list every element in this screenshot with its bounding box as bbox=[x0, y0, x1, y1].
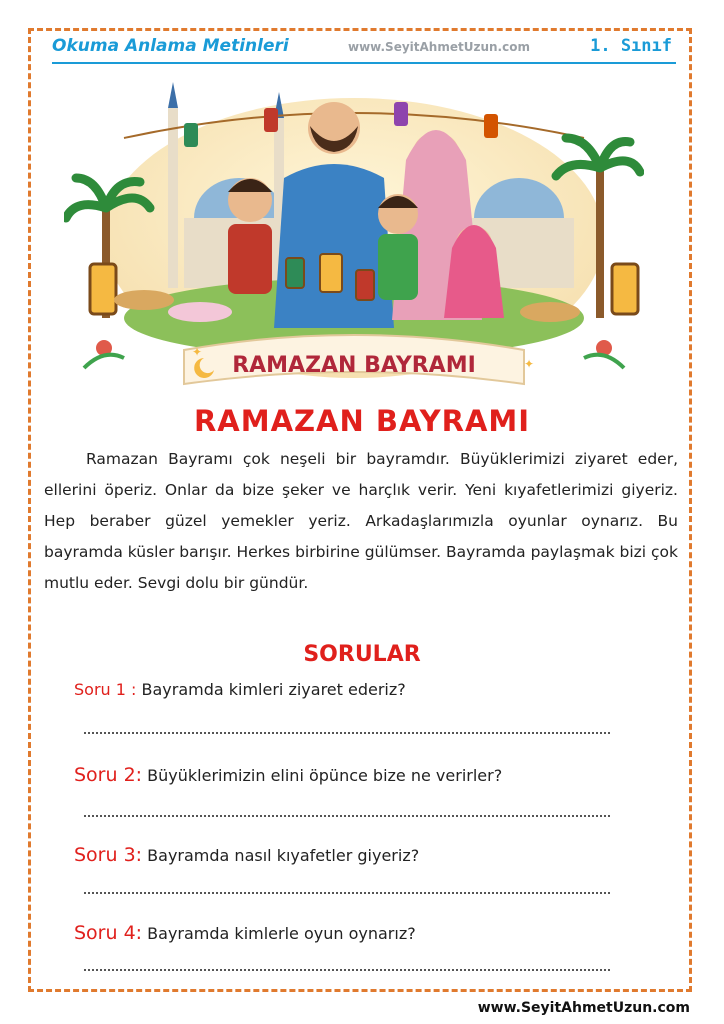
banner-text: RAMAZAN BAYRAMI bbox=[232, 353, 476, 378]
answer-line-1[interactable] bbox=[84, 732, 610, 734]
header-website: www.SeyitAhmetUzun.com bbox=[348, 40, 530, 54]
questions-title: SORULAR bbox=[303, 642, 421, 667]
footer-website: www.SeyitAhmetUzun.com bbox=[477, 1000, 690, 1016]
header-series-title: Okuma Anlama Metinleri bbox=[52, 36, 289, 56]
svg-text:✦: ✦ bbox=[524, 357, 535, 371]
question-2-text: Büyüklerimizin elini öpünce bize ne verirler? bbox=[142, 766, 503, 785]
ramadan-family-illustration bbox=[64, 68, 644, 394]
question-2 bbox=[74, 764, 614, 786]
header-grade: 1. Sınıf bbox=[590, 36, 672, 56]
question-4 bbox=[74, 922, 614, 944]
story-title: RAMAZAN BAYRAMI bbox=[193, 404, 531, 438]
question-4-text: Bayramda kimlerle oyun oynarız? bbox=[142, 924, 416, 943]
question-3-label: Soru 3: bbox=[74, 844, 143, 866]
question-2-label: Soru 2: bbox=[74, 764, 143, 786]
question-1-label: Soru 1 : bbox=[74, 680, 137, 699]
reading-passage: Ramazan Bayramı çok neşeli bir bayramdır. Büyüklerimizi ziyaret eder, ellerini öperiz. Onlar da bize şeker ve harçlık verir. Yeni kıyafetlerimizi giyeriz. Hep beraber güzel yemekler yeriz. Arkadaşlarımızla oyunlar oynarız. Bu bayramda küsler barışır. Herkes birbirine gülümser. Bayramda paylaşmak bizi çok mutlu eder. Sevgi dolu bir gündür. bbox=[44, 450, 678, 592]
question-3 bbox=[74, 844, 614, 866]
question-1-text: Bayramda kimleri ziyaret ederiz? bbox=[136, 680, 406, 699]
page-header bbox=[52, 36, 676, 64]
question-1 bbox=[74, 680, 614, 699]
answer-line-2[interactable] bbox=[84, 815, 610, 817]
answer-line-3[interactable] bbox=[84, 892, 610, 894]
question-3-text: Bayramda nasıl kıyafetler giyeriz? bbox=[142, 846, 420, 865]
answer-line-4[interactable] bbox=[84, 969, 610, 971]
svg-text:✦: ✦ bbox=[192, 345, 203, 359]
question-4-label: Soru 4: bbox=[74, 922, 143, 944]
